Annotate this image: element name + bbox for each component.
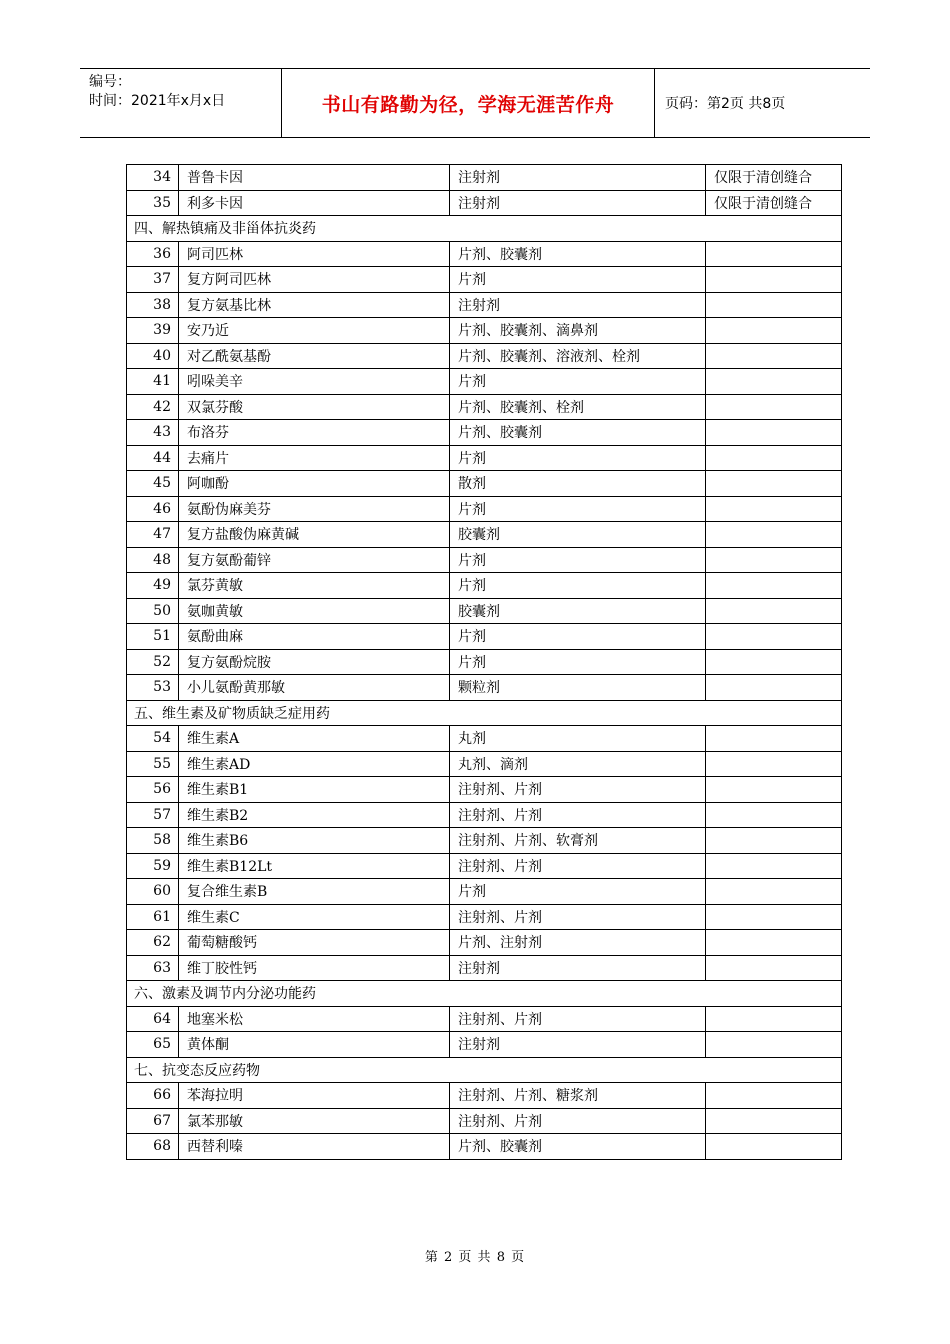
drug-number: 53 (127, 675, 179, 701)
drug-name: 氯苯那敏 (179, 1108, 450, 1134)
dosage-form: 片剂 (450, 624, 706, 650)
dosage-form: 注射剂、片剂 (450, 853, 706, 879)
drug-name: 维丁胶性钙 (179, 955, 450, 981)
table-row (127, 802, 842, 828)
dosage-form: 片剂、注射剂 (450, 930, 706, 956)
dosage-form: 片剂、胶囊剂、栓剂 (450, 394, 706, 420)
dosage-form: 注射剂 (450, 165, 706, 191)
section-title: 六、激素及调节内分泌功能药 (127, 981, 842, 1007)
dosage-form: 注射剂、片剂、糖浆剂 (450, 1083, 706, 1109)
table-row (127, 420, 842, 446)
usage-note (706, 318, 842, 344)
drug-number: 64 (127, 1006, 179, 1032)
section-row (127, 1057, 842, 1083)
drug-number: 44 (127, 445, 179, 471)
table-row (127, 165, 842, 191)
usage-note (706, 445, 842, 471)
usage-note (706, 394, 842, 420)
table-row (127, 930, 842, 956)
table-row (127, 292, 842, 318)
dosage-form: 片剂 (450, 879, 706, 905)
dosage-form: 注射剂 (450, 292, 706, 318)
drug-number: 67 (127, 1108, 179, 1134)
table-row (127, 904, 842, 930)
table-row (127, 675, 842, 701)
table-row (127, 598, 842, 624)
table-row (127, 1006, 842, 1032)
usage-note (706, 675, 842, 701)
page-footer: 第 2 页 共 8 页 (424, 1250, 526, 1265)
drug-number: 52 (127, 649, 179, 675)
drug-name: 氨酚曲麻 (179, 624, 450, 650)
drug-name: 阿咖酚 (179, 471, 450, 497)
dosage-form: 片剂、胶囊剂、溶液剂、栓剂 (450, 343, 706, 369)
usage-note (706, 726, 842, 752)
dosage-form: 注射剂、片剂、软膏剂 (450, 828, 706, 854)
drug-name: 去痛片 (179, 445, 450, 471)
header-motto: 书山有路勤为径，学海无涯苦作舟 (282, 69, 655, 137)
drug-number: 58 (127, 828, 179, 854)
header-meta (80, 69, 282, 137)
drug-number: 37 (127, 267, 179, 293)
drug-number: 61 (127, 904, 179, 930)
dosage-form: 注射剂、片剂 (450, 904, 706, 930)
dosage-form: 注射剂 (450, 190, 706, 216)
table-row (127, 1083, 842, 1109)
drug-name: 维生素B6 (179, 828, 450, 854)
table-row (127, 547, 842, 573)
dosage-form: 胶囊剂 (450, 598, 706, 624)
usage-note (706, 853, 842, 879)
drug-number: 45 (127, 471, 179, 497)
drug-number: 54 (127, 726, 179, 752)
drug-number: 47 (127, 522, 179, 548)
table-row (127, 318, 842, 344)
dosage-form: 片剂、胶囊剂、滴鼻剂 (450, 318, 706, 344)
usage-note: 仅限于清创缝合 (706, 190, 842, 216)
drug-number: 49 (127, 573, 179, 599)
usage-note (706, 624, 842, 650)
usage-note: 仅限于清创缝合 (706, 165, 842, 191)
usage-note (706, 1108, 842, 1134)
drug-number: 56 (127, 777, 179, 803)
drug-number: 57 (127, 802, 179, 828)
drug-number: 65 (127, 1032, 179, 1058)
drug-number: 48 (127, 547, 179, 573)
usage-note (706, 1006, 842, 1032)
drug-name: 布洛芬 (179, 420, 450, 446)
table-row (127, 955, 842, 981)
dosage-form: 注射剂、片剂 (450, 777, 706, 803)
usage-note (706, 573, 842, 599)
table-row (127, 471, 842, 497)
usage-note (706, 522, 842, 548)
drug-name: 维生素A (179, 726, 450, 752)
drug-name: 对乙酰氨基酚 (179, 343, 450, 369)
table-row (127, 1134, 842, 1160)
drug-name: 黄体酮 (179, 1032, 450, 1058)
drug-number: 39 (127, 318, 179, 344)
table-row (127, 394, 842, 420)
drug-number: 40 (127, 343, 179, 369)
dosage-form: 胶囊剂 (450, 522, 706, 548)
drug-number: 59 (127, 853, 179, 879)
dosage-form: 片剂 (450, 445, 706, 471)
usage-note (706, 1134, 842, 1160)
table-row (127, 496, 842, 522)
drug-name: 氯芬黄敏 (179, 573, 450, 599)
drug-number: 51 (127, 624, 179, 650)
dosage-form: 片剂 (450, 649, 706, 675)
drug-name: 维生素B12Lt (179, 853, 450, 879)
table-row (127, 1032, 842, 1058)
usage-note (706, 649, 842, 675)
usage-note (706, 598, 842, 624)
drug-name: 氨酚伪麻美芬 (179, 496, 450, 522)
usage-note (706, 828, 842, 854)
usage-note (706, 496, 842, 522)
section-title: 五、维生素及矿物质缺乏症用药 (127, 700, 842, 726)
usage-note (706, 955, 842, 981)
table-row (127, 649, 842, 675)
header-page-info: 页码：第2页 共8页 (665, 96, 786, 112)
drug-number: 46 (127, 496, 179, 522)
usage-note (706, 420, 842, 446)
dosage-form: 片剂 (450, 547, 706, 573)
drug-number: 62 (127, 930, 179, 956)
drug-name: 氨咖黄敏 (179, 598, 450, 624)
table-row (127, 445, 842, 471)
time-label: 时间：2021年x月x日 (89, 93, 226, 109)
table-row (127, 573, 842, 599)
dosage-form: 颗粒剂 (450, 675, 706, 701)
usage-note (706, 904, 842, 930)
drug-number: 41 (127, 369, 179, 395)
drug-table-body (127, 165, 842, 1160)
drug-name: 安乃近 (179, 318, 450, 344)
drug-name: 复合维生素B (179, 879, 450, 905)
drug-name: 复方阿司匹林 (179, 267, 450, 293)
drug-number: 63 (127, 955, 179, 981)
usage-note (706, 1083, 842, 1109)
table-row (127, 853, 842, 879)
usage-note (706, 267, 842, 293)
drug-name: 复方氨酚烷胺 (179, 649, 450, 675)
drug-name: 普鲁卡因 (179, 165, 450, 191)
drug-name: 双氯芬酸 (179, 394, 450, 420)
table-row (127, 879, 842, 905)
table-row (127, 751, 842, 777)
usage-note (706, 930, 842, 956)
section-title: 四、解热镇痛及非甾体抗炎药 (127, 216, 842, 242)
usage-note (706, 777, 842, 803)
page-header (80, 68, 870, 138)
drug-name: 维生素B2 (179, 802, 450, 828)
dosage-form: 片剂、胶囊剂 (450, 1134, 706, 1160)
drug-number: 38 (127, 292, 179, 318)
drug-name: 复方氨基比林 (179, 292, 450, 318)
dosage-form: 注射剂 (450, 1032, 706, 1058)
usage-note (706, 547, 842, 573)
table-row (127, 1108, 842, 1134)
dosage-form: 片剂、胶囊剂 (450, 420, 706, 446)
drug-number: 60 (127, 879, 179, 905)
drug-number: 50 (127, 598, 179, 624)
dosage-form: 丸剂 (450, 726, 706, 752)
usage-note (706, 369, 842, 395)
table-row (127, 522, 842, 548)
usage-note (706, 343, 842, 369)
usage-note (706, 292, 842, 318)
usage-note (706, 751, 842, 777)
usage-note (706, 879, 842, 905)
drug-number: 55 (127, 751, 179, 777)
section-title: 七、抗变态反应药物 (127, 1057, 842, 1083)
drug-name: 利多卡因 (179, 190, 450, 216)
section-row (127, 981, 842, 1007)
drug-name: 维生素B1 (179, 777, 450, 803)
table-row (127, 726, 842, 752)
table-row (127, 267, 842, 293)
table-row (127, 343, 842, 369)
table-row (127, 241, 842, 267)
usage-note (706, 802, 842, 828)
drug-name: 吲哚美辛 (179, 369, 450, 395)
drug-name: 复方盐酸伪麻黄碱 (179, 522, 450, 548)
drug-name: 复方氨酚葡锌 (179, 547, 450, 573)
drug-number: 36 (127, 241, 179, 267)
table-row (127, 777, 842, 803)
dosage-form: 丸剂、滴剂 (450, 751, 706, 777)
dosage-form: 片剂、胶囊剂 (450, 241, 706, 267)
drug-name: 西替利嗪 (179, 1134, 450, 1160)
dosage-form: 注射剂、片剂 (450, 802, 706, 828)
table-row (127, 624, 842, 650)
drug-name: 阿司匹林 (179, 241, 450, 267)
usage-note (706, 1032, 842, 1058)
section-row (127, 216, 842, 242)
table-row (127, 828, 842, 854)
drug-table (126, 164, 842, 1160)
dosage-form: 片剂 (450, 496, 706, 522)
dosage-form: 片剂 (450, 369, 706, 395)
drug-number: 35 (127, 190, 179, 216)
drug-name: 维生素C (179, 904, 450, 930)
usage-note (706, 471, 842, 497)
dosage-form: 片剂 (450, 573, 706, 599)
drug-number: 43 (127, 420, 179, 446)
drug-name: 维生素AD (179, 751, 450, 777)
dosage-form: 注射剂 (450, 955, 706, 981)
drug-name: 苯海拉明 (179, 1083, 450, 1109)
drug-number: 68 (127, 1134, 179, 1160)
drug-name: 小儿氨酚黄那敏 (179, 675, 450, 701)
table-row (127, 369, 842, 395)
number-label: 编号： (89, 74, 131, 90)
usage-note (706, 241, 842, 267)
drug-number: 42 (127, 394, 179, 420)
section-row (127, 700, 842, 726)
table-row (127, 190, 842, 216)
dosage-form: 注射剂、片剂 (450, 1108, 706, 1134)
dosage-form: 注射剂、片剂 (450, 1006, 706, 1032)
dosage-form: 片剂 (450, 267, 706, 293)
drug-number: 34 (127, 165, 179, 191)
drug-number: 66 (127, 1083, 179, 1109)
drug-name: 地塞米松 (179, 1006, 450, 1032)
drug-name: 葡萄糖酸钙 (179, 930, 450, 956)
dosage-form: 散剂 (450, 471, 706, 497)
